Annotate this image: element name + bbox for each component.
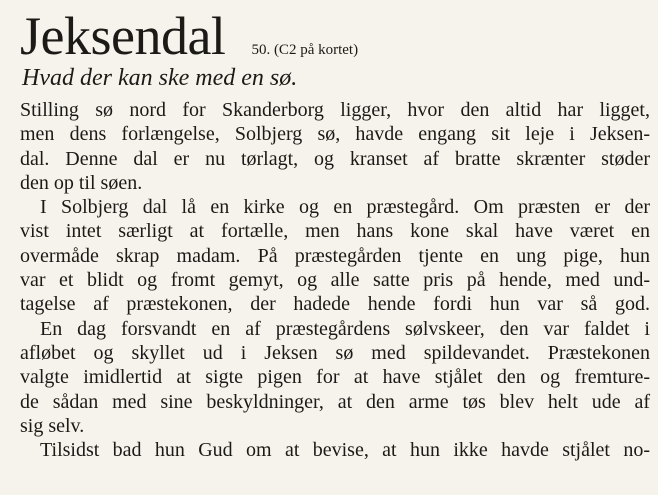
body-line: Tilsidst bad hun Gud om at bevise, at hun ikke havde stjålet no- (40, 439, 650, 462)
article-header (20, 6, 358, 66)
body-line: afløbet og skyllet ud i Jeksen sø med spildevandet. Præstekonen (20, 341, 650, 364)
body-line: var et blidt og fromt gemyt, og alle satte pris på hende, med und- (20, 269, 650, 292)
article-title: Jeksendal (20, 6, 226, 66)
body-line: sig selv. (20, 414, 85, 437)
body-line: de sådan med sine beskyldninger, at den arme tøs blev helt ude af (20, 390, 650, 413)
body-line: valgte imidlertid at sigte pigen for at have stjålet den og fremture- (20, 366, 650, 389)
body-line: vist intet særligt at fortælle, men hans kone skal have været en (20, 220, 650, 243)
map-reference: 50. (C2 på kortet) (251, 42, 359, 58)
body-line: tagelse af præstekonen, der hadede hende fordi hun var så god. (20, 293, 650, 316)
article-subtitle: Hvad der kan ske med en sø. (22, 65, 298, 91)
body-line: overmåde skrap madam. På præstegården tjente en ung pige, hun (20, 244, 650, 267)
body-line: dal. Denne dal er nu tørlagt, og kranset af bratte skrænter støder (20, 147, 650, 170)
body-line: Stilling sø nord for Skanderborg ligger, hvor den altid har ligget, (20, 99, 650, 121)
body-line: En dag forsvandt en af præstegårdens sølvskeer, den var faldet i (40, 317, 650, 340)
body-line: I Solbjerg dal lå en kirke og en præstegård. Om præsten er der (40, 196, 650, 219)
article-body (20, 98, 650, 462)
body-line: men dens forlængelse, Solbjerg sø, havde engang sit leje i Jeksen- (20, 123, 650, 146)
body-line: den op til søen. (20, 171, 143, 194)
